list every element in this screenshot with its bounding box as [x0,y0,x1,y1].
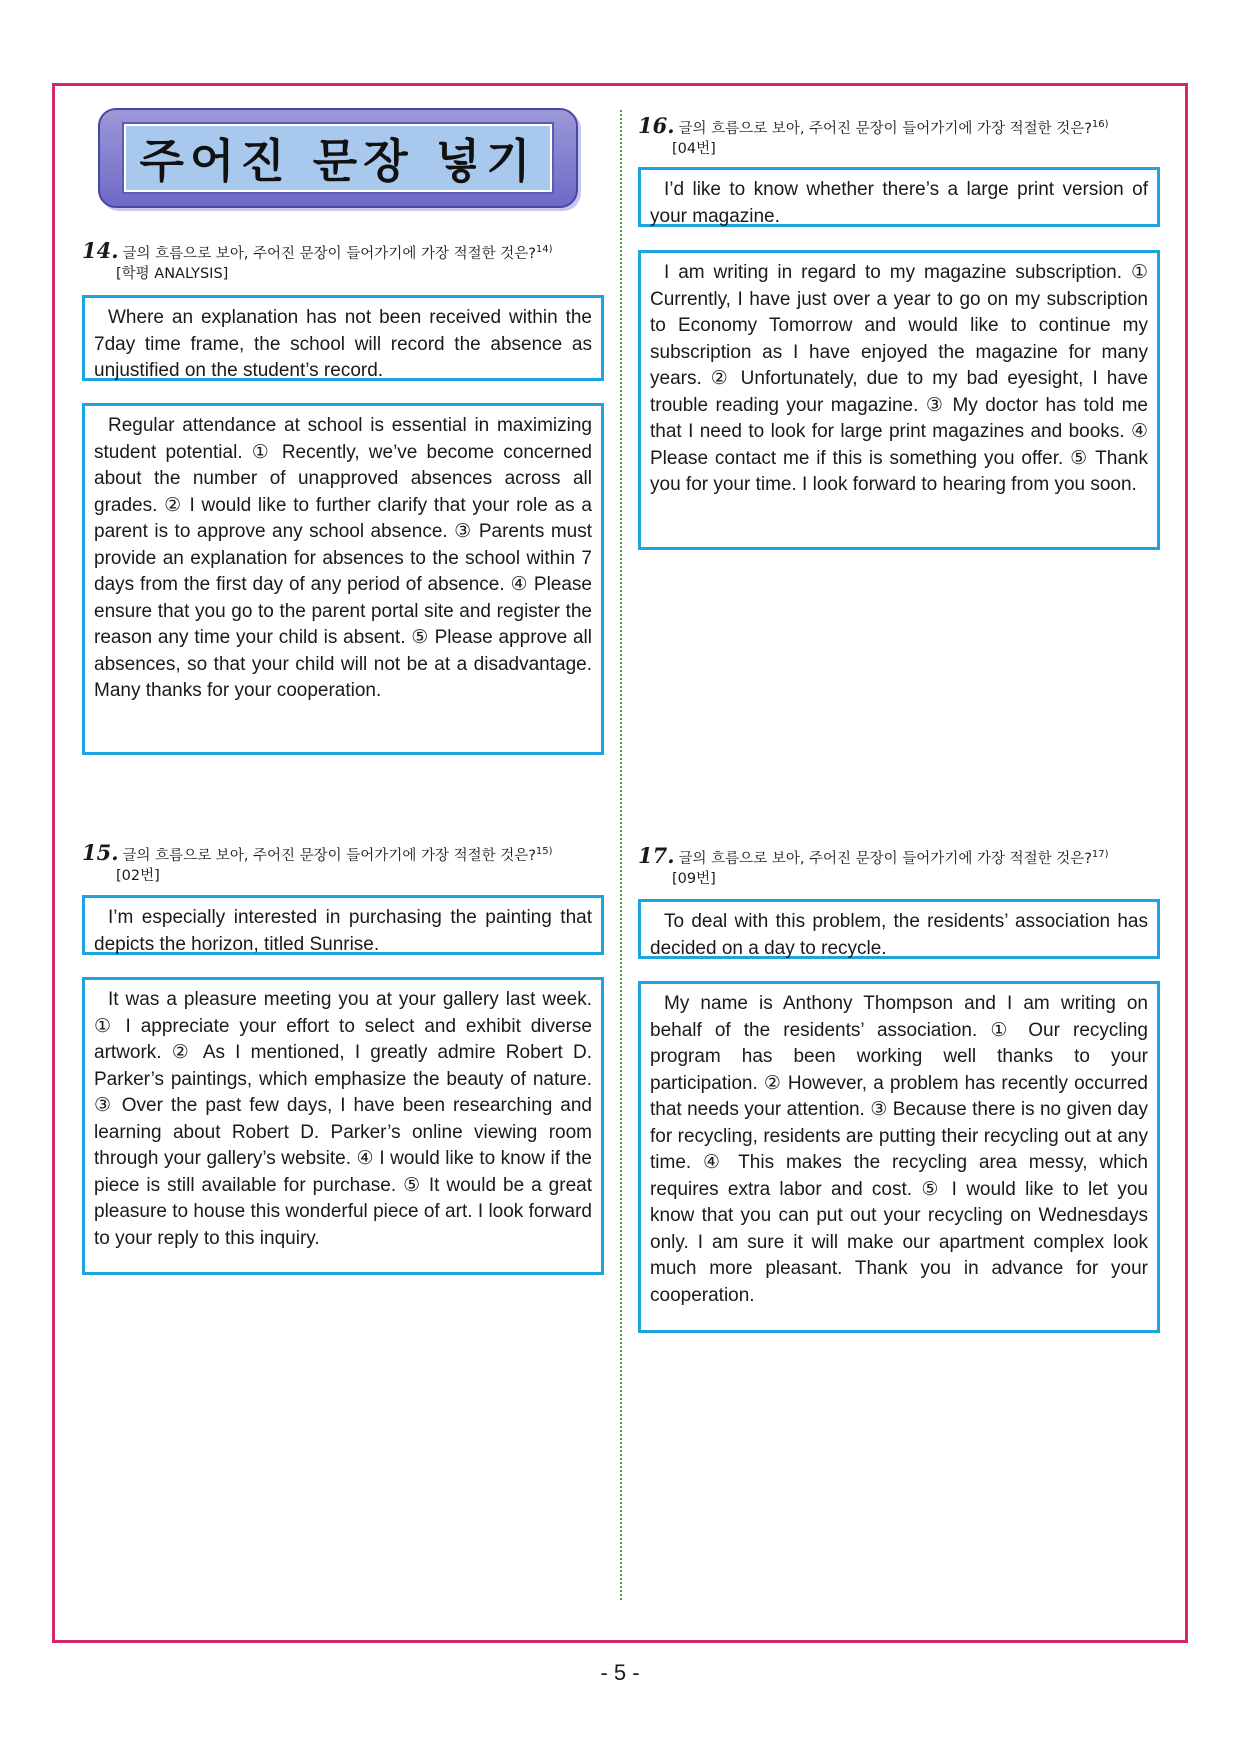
footnote-marker: 17) [1091,849,1109,860]
passage-box-17 [638,981,1160,1333]
given-sentence: I’d like to know whether there’s a large print version of your magazine. [650,179,1148,227]
question-number: 17. [638,842,675,868]
footnote-marker: 15) [535,846,553,857]
passage-text: My name is Anthony Thompson and I am writing on behalf of the residents’ association. ① Our recycling program has been working well thanks to your participation. ② However, a problem has recently occurred that needs your attention. ③ Because there is no given day for recycling, residents are putting their recycling out at any time. ④ This makes the recycling area messy, which requires extra labor and cost. ⑤ I would like to let you know that you can put out your recycling on Wednesdays only. I am sure it will make our apartment complex look much more pleasant. Thank you in advance for your cooperation. [650,993,1148,1306]
question-source: [학평 ANALYSIS] [116,265,229,282]
passage-text: I am writing in regard to my magazine subscription. ① Currently, I have just over a year to go on my subscription to Economy Tomorrow and would like to continue my subscription as I have enjoyed the magazine for many years. ② Unfortunately, due to my bad eyesight, I have trouble reading your magazine. ③ My doctor has told me that I need to look for large print magazines and books. ④ Please contact me if this is something you offer. ⑤ Thank you for your time. I look forward to hearing from you soon. [650,262,1148,495]
page-number: - 5 - [600,1660,640,1685]
given-sentence-box-16 [638,167,1160,227]
given-sentence: To deal with this problem, the residents’ association has decided on a day to recycle. [650,911,1148,959]
passage-text: Regular attendance at school is essential in maximizing student potential. ① Recently, we’ve become concerned about the number of unapproved absences across all grades. ② I would like to further clarify that your role as a parent is to approve any school absence. ③ Parents must provide an explanation for absences to the school within 7 days from the first day of any period of absence. ④ Please ensure that you go to the parent portal site and register the reason any time your child is absent. ⑤ Please approve all absences, so that your child will not be at a disadvantage. Many thanks for your cooperation. [94,415,592,701]
question-number: 16. [638,112,675,138]
passage-box-16 [638,250,1160,550]
question-source: [04번] [672,140,716,157]
section-title-banner [98,108,578,208]
given-sentence-box-15 [82,895,604,955]
footnote-marker: 16) [1091,119,1109,130]
passage-box-15 [82,977,604,1275]
question-prompt: 글의 흐름으로 보아, 주어진 문장이 들어가기에 가장 적절한 것은? [678,120,1092,137]
question-header-15 [82,839,622,886]
question-source: [09번] [672,870,716,887]
question-number: 15. [82,839,119,865]
given-sentence: Where an explanation has not been received within the 7day time frame, the school will record the absence as unjustified on the student’s record. [94,307,592,381]
section-title-panel [124,124,552,192]
question-source: [02번] [116,867,160,884]
footnote-marker: 14) [535,244,553,255]
question-prompt: 글의 흐름으로 보아, 주어진 문장이 들어가기에 가장 적절한 것은? [122,847,536,864]
given-sentence-box-14 [82,295,604,381]
passage-text: It was a pleasure meeting you at your gallery last week. ① I appreciate your effort to select and exhibit diverse artwork. ② As I mentioned, I greatly admire Robert D. Parker’s paintings, which emphasize the beauty of nature. ③ Over the past few days, I have been researching and learning about Robert D. Parker’s online viewing room through your gallery’s website. ④ I would like to know if the piece is still available for purchase. ⑤ It would be a great pleasure to house this wonderful piece of art. I look forward to your reply to this inquiry. [94,989,592,1249]
section-title: 주어진 문장 넣기 [139,134,537,188]
question-prompt: 글의 흐름으로 보아, 주어진 문장이 들어가기에 가장 적절한 것은? [678,850,1092,867]
question-header-14 [82,237,622,284]
passage-box-14 [82,403,604,755]
given-sentence-box-17 [638,899,1160,959]
question-prompt: 글의 흐름으로 보아, 주어진 문장이 들어가기에 가장 적절한 것은? [122,245,536,262]
given-sentence: I’m especially interested in purchasing the painting that depicts the horizon, titled Sunrise. [94,907,592,955]
question-header-16 [638,112,1178,159]
question-number: 14. [82,237,119,263]
question-header-17 [638,842,1178,889]
